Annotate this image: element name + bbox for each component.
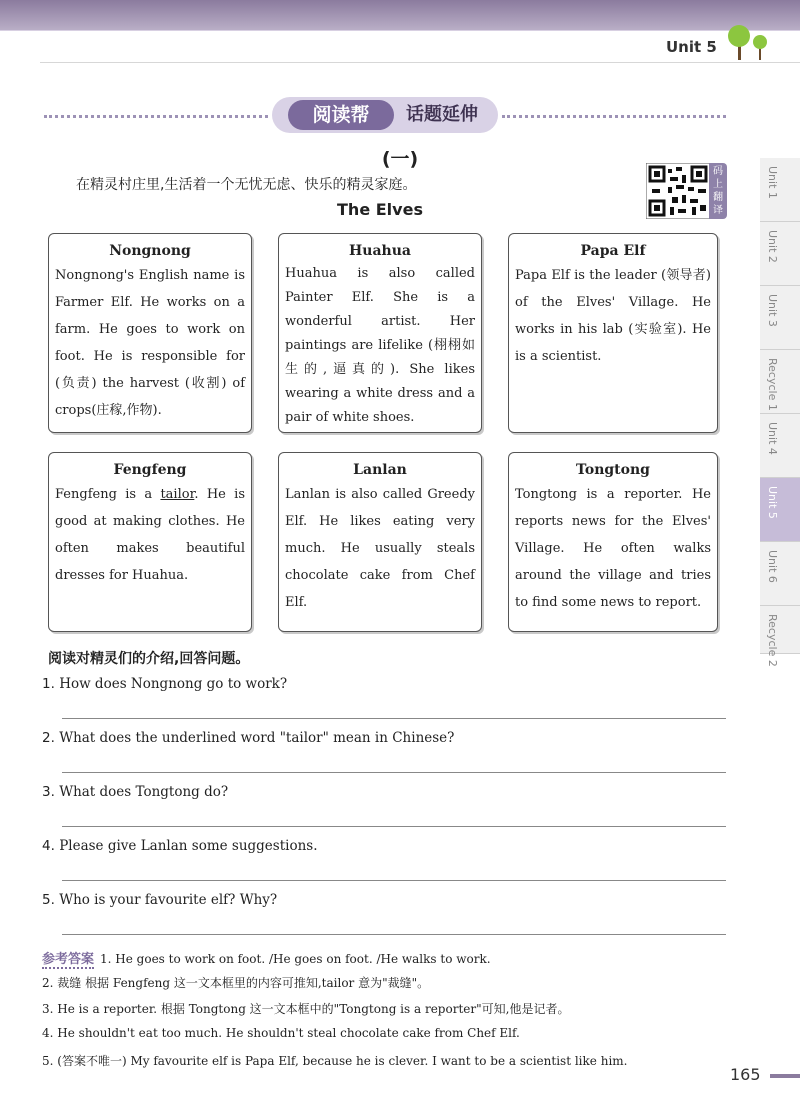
passage-title: The Elves: [337, 200, 423, 219]
card-tongtong: [508, 452, 718, 632]
side-tab-unit-3[interactable]: Unit 3: [760, 286, 800, 350]
card-body: Huahua is also called Painter Elf. She is a wonderful artist. Her paintings are lifelike (栩栩如生的,逼真的). She likes wearing a white dress and a pair of white shoes.: [285, 266, 475, 425]
top-band: [0, 0, 800, 30]
card-papa-elf: [508, 233, 718, 433]
side-tab-unit-6[interactable]: Unit 6: [760, 542, 800, 606]
answer-1: 参考答案 1. He goes to work on foot. /He goes on foot. /He walks to work.: [42, 948, 491, 969]
banner-topic: 话题延伸: [406, 104, 478, 125]
intro-text: 在精灵村庄里,生活着一个无忧无虑、快乐的精灵家庭。: [76, 177, 417, 193]
side-tab-unit-1[interactable]: Unit 1: [760, 158, 800, 222]
unit-label: Unit 5: [666, 38, 717, 56]
card-title: Lanlan: [353, 462, 407, 478]
card-lanlan: [278, 452, 482, 632]
underlined-word: tailor: [160, 487, 195, 502]
card-body: Papa Elf is the leader (领导者) of the Elves' Village. He works in his lab (实验室). He is a scientist.: [515, 268, 711, 364]
section-banner: [272, 97, 498, 133]
header-rule: [40, 62, 800, 63]
card-title: Tongtong: [576, 462, 650, 478]
card-huahua: [278, 233, 482, 433]
answer-5: 5. (答案不唯一) My favourite elf is Papa Elf, because he is clever. I want to be a scientist like him.: [42, 1054, 628, 1068]
card-body: Tongtong is a reporter. He reports news for the Elves' Village. He often walks around the village and tries to find some news to report.: [515, 487, 711, 610]
card-body: Nongnong's English name is Farmer Elf. He works on a farm. He goes to work on foot. He is responsible for (负责) the harvest (收割) of crops(庄稼,作物).: [55, 268, 245, 418]
instruction: 阅读对精灵们的介绍,回答问题。: [48, 651, 250, 667]
tree-icon: [722, 24, 772, 62]
top-divider: [0, 30, 800, 31]
card-nongnong: [48, 233, 252, 433]
answer-line-1[interactable]: [62, 718, 726, 719]
banner-dots-left: [44, 115, 268, 118]
side-tab-recycle-1[interactable]: Recycle 1: [760, 350, 800, 414]
card-title: Huahua: [349, 243, 411, 259]
answer-2: 2. 裁缝 根据 Fengfeng 这一文本框里的内容可推知,tailor 意为"裁缝"。: [42, 976, 430, 990]
page-number: 165: [730, 1065, 761, 1084]
answer-3: 3. He is a reporter. 根据 Tongtong 这一文本框中的"Tongtong is a reporter"可知,他是记者。: [42, 1002, 570, 1016]
side-tab-recycle-2[interactable]: Recycle 2: [760, 606, 800, 654]
side-tab-unit-2[interactable]: Unit 2: [760, 222, 800, 286]
answer-line-4[interactable]: [62, 880, 726, 881]
banner-dots-right: [502, 115, 726, 118]
answer-line-3[interactable]: [62, 826, 726, 827]
card-fengfeng: [48, 452, 252, 632]
question-4: 4. Please give Lanlan some suggestions.: [42, 838, 318, 854]
question-5: 5. Who is your favourite elf? Why?: [42, 892, 278, 908]
question-3: 3. What does Tongtong do?: [42, 784, 229, 800]
banner-highlight: 阅读帮: [288, 100, 394, 130]
answer-line-2[interactable]: [62, 772, 726, 773]
card-body: Fengfeng is a tailor. He is good at making clothes. He often makes beautiful dresses for Huahua.: [55, 487, 245, 583]
answer-line-5[interactable]: [62, 934, 726, 935]
qr-code-icon[interactable]: [646, 163, 710, 219]
card-body: Lanlan is also called Greedy Elf. He likes eating very much. He usually steals chocolate cake from Chef Elf.: [285, 487, 475, 610]
question-2: 2. What does the underlined word "tailor" mean in Chinese?: [42, 730, 455, 746]
card-title: Papa Elf: [580, 243, 646, 259]
answer-4: 4. He shouldn't eat too much. He shouldn't steal chocolate cake from Chef Elf.: [42, 1026, 520, 1040]
page-number-bar: [770, 1074, 800, 1078]
qr-translate-tag[interactable]: 码上翻译: [709, 163, 727, 219]
answer-key-label: 参考答案: [42, 948, 94, 969]
question-1: 1. How does Nongnong go to work?: [42, 676, 288, 692]
card-title: Nongnong: [109, 243, 191, 259]
section-number: (一): [381, 148, 419, 170]
card-title: Fengfeng: [113, 462, 187, 478]
side-tab-unit-5[interactable]: Unit 5: [760, 478, 800, 542]
side-tab-unit-4[interactable]: Unit 4: [760, 414, 800, 478]
